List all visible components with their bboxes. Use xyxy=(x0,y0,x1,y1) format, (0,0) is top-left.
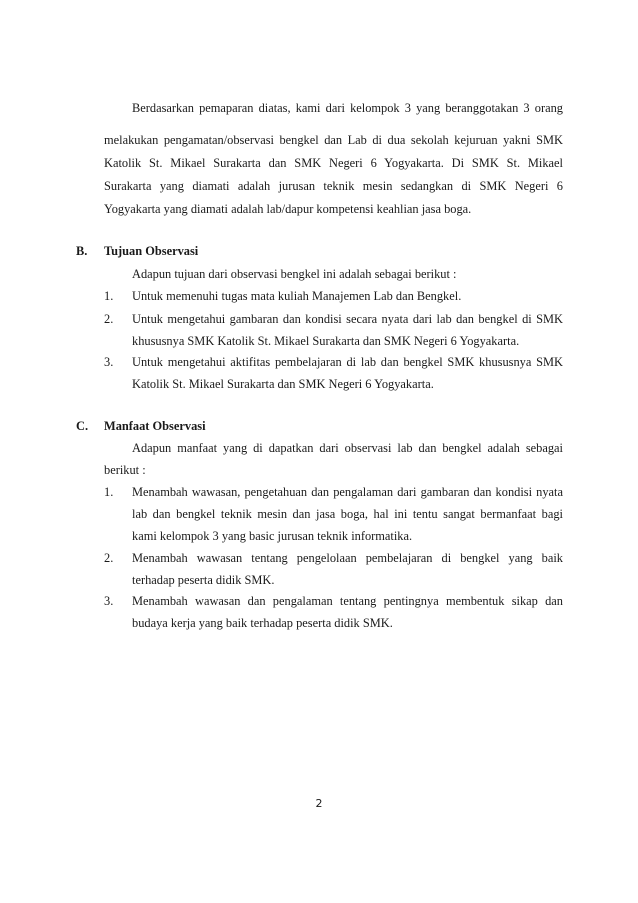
list-number: 2. xyxy=(104,312,114,326)
section-b-intro: Adapun tujuan dari observasi bengkel ini adalah sebagai berikut : xyxy=(132,267,457,281)
section-c-intro: Adapun manfaat yang di dapatkan dari observasi lab dan bengkel adalah sebagai xyxy=(132,441,563,455)
list-item: Menambah wawasan dan pengalaman tentang pentingnya membentuk sikap dan xyxy=(132,594,563,608)
list-item: lab dan bengkel teknik mesin dan jasa boga, hal ini tentu sangat bermanfaat bagi xyxy=(132,507,563,521)
list-item: budaya kerja yang baik terhadap peserta didik SMK. xyxy=(132,616,393,630)
list-item: Untuk mengetahui gambaran dan kondisi secara nyata dari lab dan bengkel di SMK xyxy=(132,312,563,326)
list-item: Menambah wawasan tentang pengelolaan pembelajaran di bengkel yang baik xyxy=(132,551,563,565)
list-item: khususnya SMK Katolik St. Mikael Surakarta dan SMK Negeri 6 Yogyakarta. xyxy=(132,334,520,348)
section-c-letter: C. xyxy=(76,419,89,433)
list-number: 2. xyxy=(104,551,114,565)
section-b-letter: B. xyxy=(76,244,88,258)
list-item: terhadap peserta didik SMK. xyxy=(132,573,275,587)
intro-line: Katolik St. Mikael Surakarta dan SMK Negeri 6 Yogyakarta. Di SMK St. Mikael xyxy=(104,156,563,170)
list-item: Untuk mengetahui aktifitas pembelajaran di lab dan bengkel SMK khususnya SMK xyxy=(132,355,563,369)
section-b-title: Tujuan Observasi xyxy=(104,244,199,258)
intro-line: melakukan pengamatan/observasi bengkel dan Lab di dua sekolah kejuruan yakni SMK xyxy=(104,133,563,147)
intro-line: Berdasarkan pemaparan diatas, kami dari kelompok 3 yang beranggotakan 3 orang xyxy=(132,101,563,115)
list-number: 3. xyxy=(104,594,114,608)
list-number: 1. xyxy=(104,485,114,499)
intro-line: Yogyakarta yang diamati adalah lab/dapur kompetensi keahlian jasa boga. xyxy=(104,202,472,216)
list-item: Untuk memenuhi tugas mata kuliah Manajemen Lab dan Bengkel. xyxy=(132,289,462,303)
list-number: 1. xyxy=(104,289,114,303)
page-number: 2 xyxy=(315,797,323,810)
section-c-title: Manfaat Observasi xyxy=(104,419,206,433)
section-c-intro: berikut : xyxy=(104,463,146,477)
list-item: Menambah wawasan, pengetahuan dan pengalaman dari gambaran dan kondisi nyata xyxy=(132,485,563,499)
list-item: kami kelompok 3 yang basic jurusan teknik informatika. xyxy=(132,529,413,543)
intro-line: Surakarta yang diamati adalah jurusan teknik mesin sedangkan di SMK Negeri 6 xyxy=(104,179,563,193)
list-number: 3. xyxy=(104,355,114,369)
list-item: Katolik St. Mikael Surakarta dan SMK Negeri 6 Yogyakarta. xyxy=(132,377,434,391)
